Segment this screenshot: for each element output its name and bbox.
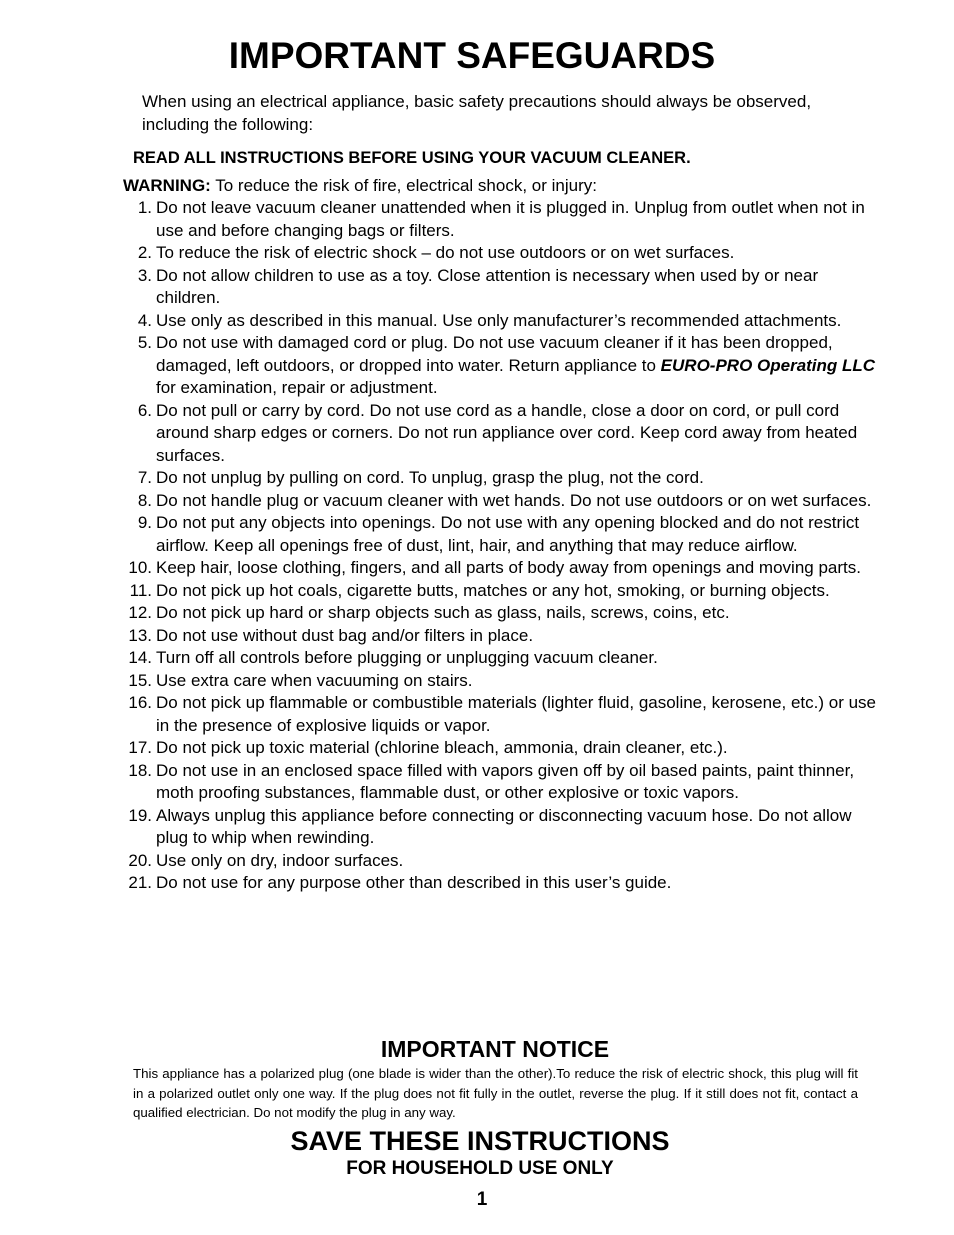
item-text <box>156 692 878 737</box>
read-all-instructions: READ ALL INSTRUCTIONS BEFORE USING YOUR VACUUM CLEANER. <box>133 149 691 167</box>
item-number: 11. <box>129 580 152 600</box>
safeguard-item <box>118 872 878 895</box>
item-text <box>156 265 878 310</box>
item-text-main: Use only as described in this manual. Use only manufacturer’s recommended attachments. <box>156 310 842 330</box>
page-number: 1 <box>476 1189 488 1210</box>
warning-label: WARNING: <box>123 176 211 195</box>
notice-title: IMPORTANT NOTICE <box>380 1036 610 1062</box>
item-number: 8. <box>137 490 152 510</box>
item-text <box>156 625 878 648</box>
safeguard-item <box>118 760 878 805</box>
item-number: 5. <box>137 333 152 352</box>
item-text-main: Do not use for any purpose other than described in this user’s guide. <box>156 873 672 892</box>
safeguard-item <box>118 737 878 760</box>
item-text-main: Do not pick up hard or sharp objects such as glass, nails, screws, coins, etc. <box>156 603 730 622</box>
safeguard-item <box>118 265 878 310</box>
item-number: 18. <box>128 760 152 780</box>
item-text <box>156 467 878 490</box>
item-text-main: Do not use without dust bag and/or filters in place. <box>156 625 534 645</box>
item-text <box>156 737 878 760</box>
item-number: 13. <box>128 625 152 645</box>
intro-paragraph: When using an electrical appliance, basic safety precautions should always be observed, including the following: <box>142 92 812 134</box>
safeguard-item <box>118 647 878 670</box>
item-text <box>156 490 878 513</box>
item-text-main: Do not unplug by pulling on cord. To unplug, grasp the plug, not the cord. <box>156 468 704 487</box>
save-instructions-heading: SAVE THESE INSTRUCTIONS <box>290 1126 670 1156</box>
item-text-main: Do not put any objects into openings. Do not use with any opening blocked and do not restrict airflow. Keep all openings free of dust, lint, hair, and anything that may reduce airflow. <box>156 513 860 555</box>
item-text <box>156 197 878 242</box>
safeguard-item <box>118 467 878 490</box>
item-number: 1. <box>137 198 152 217</box>
item-number: 12. <box>128 603 152 622</box>
item-number: 20. <box>128 850 152 870</box>
item-text-after: for examination, repair or adjustment. <box>156 378 438 397</box>
safeguard-item <box>118 580 878 603</box>
item-text <box>156 580 878 603</box>
item-text-main: Do not pull or carry by cord. Do not use cord as a handle, close a door on cord, or pull cord around sharp edges or corners. Do not run appliance over cord. Keep cord away from heated surfaces. <box>156 400 858 465</box>
item-text <box>156 602 878 625</box>
safeguard-item <box>118 400 878 468</box>
safeguard-item <box>118 850 878 873</box>
item-text <box>156 647 878 670</box>
item-text <box>156 557 878 580</box>
item-number: 7. <box>137 468 152 487</box>
safeguard-item <box>118 490 878 513</box>
item-number: 9. <box>137 513 152 532</box>
safeguard-item <box>118 805 878 850</box>
item-number: 19. <box>128 805 152 825</box>
safeguard-item <box>118 557 878 580</box>
item-text-main: Do not handle plug or vacuum cleaner with wet hands. Do not use outdoors or on wet surfaces. <box>156 490 872 510</box>
safeguard-item <box>118 332 878 400</box>
item-number: 21. <box>128 873 152 892</box>
safeguard-item <box>118 625 878 648</box>
item-number: 3. <box>137 265 152 285</box>
item-text <box>156 670 878 693</box>
item-text-main: Turn off all controls before plugging or unplugging vacuum cleaner. <box>156 648 658 667</box>
item-text-main: Use only on dry, indoor surfaces. <box>156 850 404 870</box>
item-text <box>156 805 878 850</box>
safeguard-list <box>118 197 878 895</box>
item-text-main: Do not leave vacuum cleaner unattended when it is plugged in. Unplug from outlet when not in use and before changing bags or filters. <box>156 198 865 240</box>
item-text <box>156 760 878 805</box>
item-number: 16. <box>128 693 152 712</box>
item-text-main: Do not use in an enclosed space filled with vapors given off by oil based paints, paint thinner, moth proofing substances, flammable dust, or other explosive or toxic vapors. <box>156 760 855 802</box>
item-text <box>156 242 878 265</box>
item-text <box>156 332 878 400</box>
item-text <box>156 850 878 873</box>
notice-text: This appliance has a polarized plug (one blade is wider than the other).To reduce the risk of electric shock, this plug will fit in a polarized outlet only one way. If the plug does not fit fully in the outlet, reverse the plug. If it still does not fit, contact a qualified electrician. Do not modify the plug in any way. <box>133 1066 858 1120</box>
item-text-main: Do not use with damaged cord or plug. Do not use vacuum cleaner if it has been dropped, damaged, left outdoors, or dropped into water. Return appliance to <box>156 333 833 375</box>
safeguard-item <box>118 602 878 625</box>
item-number: 14. <box>128 648 152 667</box>
household-use-note: FOR HOUSEHOLD USE ONLY <box>346 1158 614 1179</box>
page-title: IMPORTANT SAFEGUARDS <box>228 35 716 76</box>
safeguard-item <box>118 670 878 693</box>
item-text <box>156 310 878 333</box>
item-text-main: Keep hair, loose clothing, fingers, and all parts of body away from openings and moving parts. <box>156 558 861 577</box>
item-number: 10. <box>128 558 152 577</box>
warning-line <box>123 175 597 197</box>
item-text-main: Do not pick up toxic material (chlorine bleach, ammonia, drain cleaner, etc.). <box>156 738 728 757</box>
item-number: 6. <box>137 400 152 420</box>
safeguard-item <box>118 242 878 265</box>
safeguard-item <box>118 310 878 333</box>
item-text-main: Use extra care when vacuuming on stairs. <box>156 670 473 690</box>
item-number: 17. <box>128 738 152 757</box>
item-number: 2. <box>137 243 152 262</box>
item-text <box>156 400 878 468</box>
safeguard-item <box>118 692 878 737</box>
item-text-main: Do not pick up hot coals, cigarette butts, matches or any hot, smoking, or burning objects. <box>156 580 830 600</box>
item-text-main: Always unplug this appliance before connecting or disconnecting vacuum hose. Do not allow plug to whip when rewinding. <box>156 805 852 847</box>
item-number: 4. <box>137 310 152 330</box>
item-text-main: Do not pick up flammable or combustible materials (lighter fluid, gasoline, kerosene, etc.) or use in the presence of explosive liquids or vapor. <box>156 693 877 735</box>
brand-name: EURO-PRO Operating LLC <box>660 355 876 375</box>
item-text <box>156 512 878 557</box>
item-text <box>156 872 878 895</box>
item-text-main: Do not allow children to use as a toy. Close attention is necessary when used by or near children. <box>156 265 819 307</box>
item-number: 15. <box>128 670 152 690</box>
safeguard-item <box>118 512 878 557</box>
safeguard-item <box>118 197 878 242</box>
item-text-main: To reduce the risk of electric shock – do not use outdoors or on wet surfaces. <box>156 243 735 262</box>
warning-text: To reduce the risk of fire, electrical shock, or injury: <box>215 176 597 195</box>
